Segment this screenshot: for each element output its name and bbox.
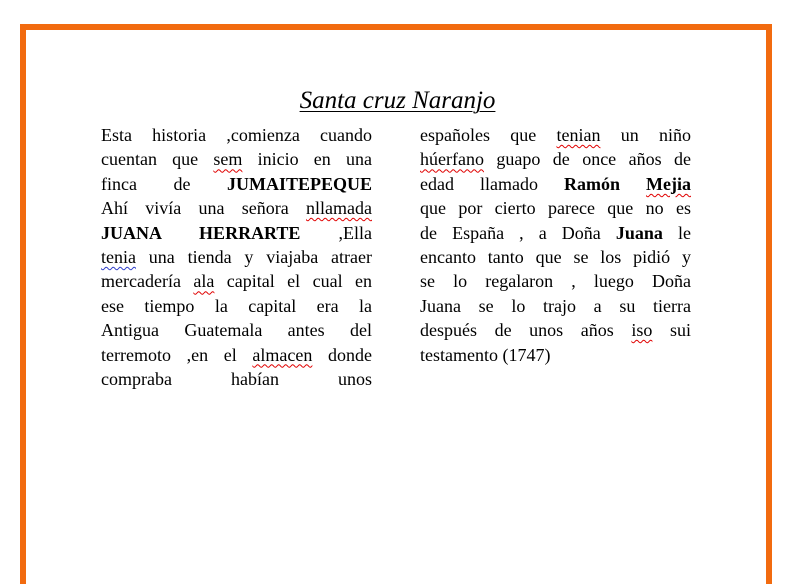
text-line: mercadería ala capital el cual en: [101, 271, 373, 292]
text-line: ese tiempo la capital era la: [101, 295, 372, 316]
text-line: Juana se lo trajo a su tierra: [420, 295, 691, 316]
spelling-error[interactable]: nllamada: [306, 198, 372, 219]
text-line: JUANA HERRARTE ,Ella: [101, 222, 372, 243]
text-line: húerfano guapo de once años de: [420, 149, 691, 170]
text-line: Antigua Guatemala antes del: [101, 320, 372, 341]
text-line: edad llamado Ramón Mejia: [420, 173, 691, 194]
spelling-error[interactable]: sem: [213, 149, 243, 170]
spelling-error[interactable]: almacen: [252, 344, 313, 365]
document-title: Santa cruz Naranjo: [299, 87, 496, 114]
text-line: españoles que tenian un niño: [420, 125, 691, 145]
text-line: terremoto ,en el almacen donde: [101, 344, 372, 365]
text-column-right: [420, 123, 691, 367]
text-line: cuentan que sem inicio en una: [101, 149, 372, 170]
spelling-error[interactable]: ala: [193, 271, 215, 292]
text-line: tenia una tienda y viajaba atraer: [101, 246, 372, 267]
text-line: encanto tanto que se los pidió y: [420, 246, 691, 267]
text-line: finca de JUMAITEPEQUE: [101, 173, 372, 194]
text-line: Ahí vivía una señora nllamada: [101, 198, 372, 219]
spelling-error[interactable]: iso: [631, 320, 653, 341]
text-column-left: [101, 123, 372, 391]
spelling-error[interactable]: tenian: [556, 125, 601, 145]
grammar-error[interactable]: tenia: [101, 246, 136, 267]
text-line: se lo regalaron , luego Doña: [420, 271, 691, 292]
spelling-error[interactable]: Mejia: [646, 173, 691, 194]
spelling-error[interactable]: húerfano: [420, 149, 484, 170]
text-line: que por cierto parece que no es: [420, 198, 691, 219]
text-line: compraba habían unos: [101, 368, 372, 389]
text-line: de España , a Doña Juana le: [420, 222, 691, 243]
text-line: testamento (1747): [420, 344, 551, 365]
text-line: Esta historia ,comienza cuando: [101, 125, 372, 145]
text-line: después de unos años iso sui: [420, 320, 691, 341]
